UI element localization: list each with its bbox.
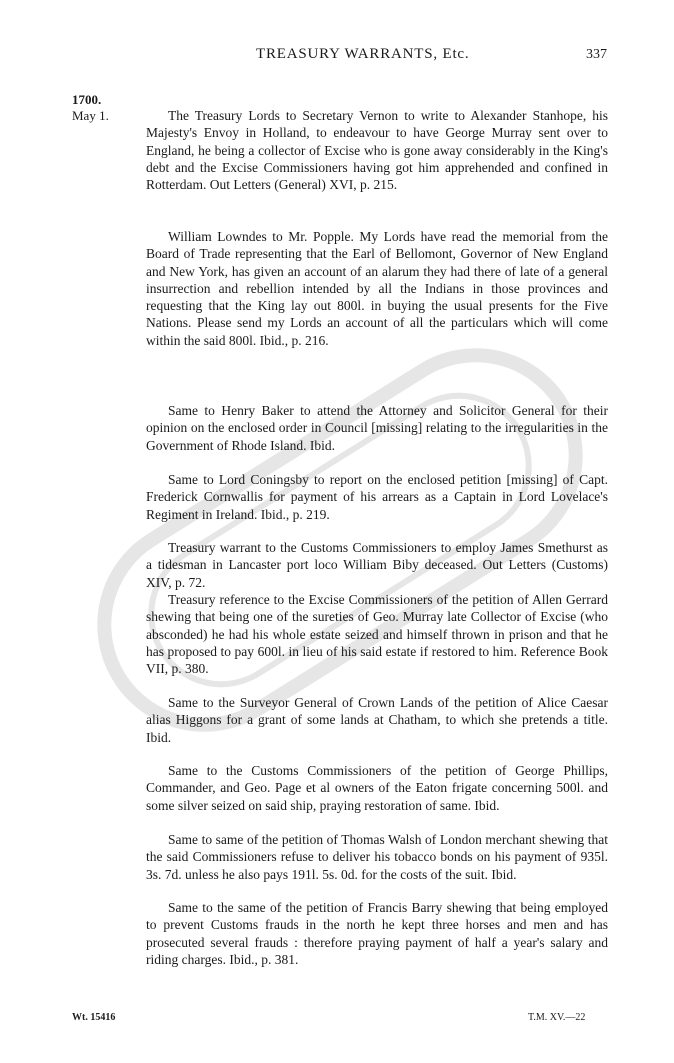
entry-paragraph: Same to the Surveyor General of Crown Lands of the petition of Alice Caesar alias Higgons for a grant of some lands at Chatham, to which she pretends a title. Ibid.	[146, 695, 608, 745]
entry-paragraph: Treasury warrant to the Customs Commissioners to employ James Smethurst as a tidesman in Lancaster port loco William Biby deceased. Out Letters (Customs) XIV, p. 72.	[146, 540, 608, 590]
entry-paragraph: Same to same of the petition of Thomas Walsh of London merchant shewing that the said Commissioners refuse to deliver his tobacco bonds on his payment of 935l. 3s. 7d. unless he also pays 191l. 5s. 0d. for the costs of the suit. Ibid.	[146, 832, 608, 882]
entry-paragraph: Treasury reference to the Excise Commissioners of the petition of Allen Gerrard shewing that being one of the sureties of Geo. Murray late Collector of Excise (who absconded) he had his whole estate seized and himself thrown in prison and that he has proposed to pay 600l. in lieu of his said estate if restored to him. Reference Book VII, p. 380.	[146, 592, 608, 677]
entry-paragraph: Same to the same of the petition of Francis Barry shewing that being employed to prevent Customs frauds in the north he kept three horses and men and has prosecuted several frauds : therefore praying payment of half a year's salary and riding charges. Ibid., p. 381.	[146, 900, 608, 967]
running-head: TREASURY WARRANTS, Etc.	[256, 46, 470, 62]
page-number: 337	[586, 47, 607, 62]
entry-paragraph: Same to Lord Coningsby to report on the enclosed petition [missing] of Capt. Frederick Cornwallis for payment of his arrears as a Captain in Lord Lovelace's Regiment in Ireland. Ibid., p. 219.	[146, 472, 608, 522]
margin-year: 1700.	[72, 92, 102, 107]
entry-paragraph: William Lowndes to Mr. Popple. My Lords have read the memorial from the Board of Trade representing that the Earl of Bellomont, Governor of New England and New York, has given an account of an alarum they had there of late of a general insurrection and rebellion intended by all the Indians in those provinces and requesting that the King lay out 800l. in buying the usual presents for the Five Nations. Please send my Lords an account of all the particulars which will come within the said 800l. Ibid., p. 216.	[146, 229, 608, 348]
entry-paragraph: Same to Henry Baker to attend the Attorney and Solicitor General for their opinion on the enclosed order in Council [missing] relating to the irregularities in the Government of Rhode Island. Ibid.	[146, 403, 608, 453]
footer-print-code: Wt. 15416	[72, 1012, 116, 1023]
footer-signature: T.M. XV.—22	[528, 1012, 586, 1023]
entry-paragraph: Same to the Customs Commissioners of the petition of George Phillips, Commander, and Geo. Page et al owners of the Eaton frigate concerning 500l. and some silver seized on said ship, praying restoration of same. Ibid.	[146, 763, 608, 813]
entry-paragraph: The Treasury Lords to Secretary Vernon to write to Alexander Stanhope, his Majesty's Envoy in Holland, to endeavour to have George Murray sent over to England, he being a collector of Excise who is gone away considerably in the King's debt and the Excise Commissioners having got him apprehended and confined in Rotterdam. Out Letters (General) XVI, p. 215.	[146, 108, 608, 193]
margin-date: May 1.	[72, 108, 109, 123]
